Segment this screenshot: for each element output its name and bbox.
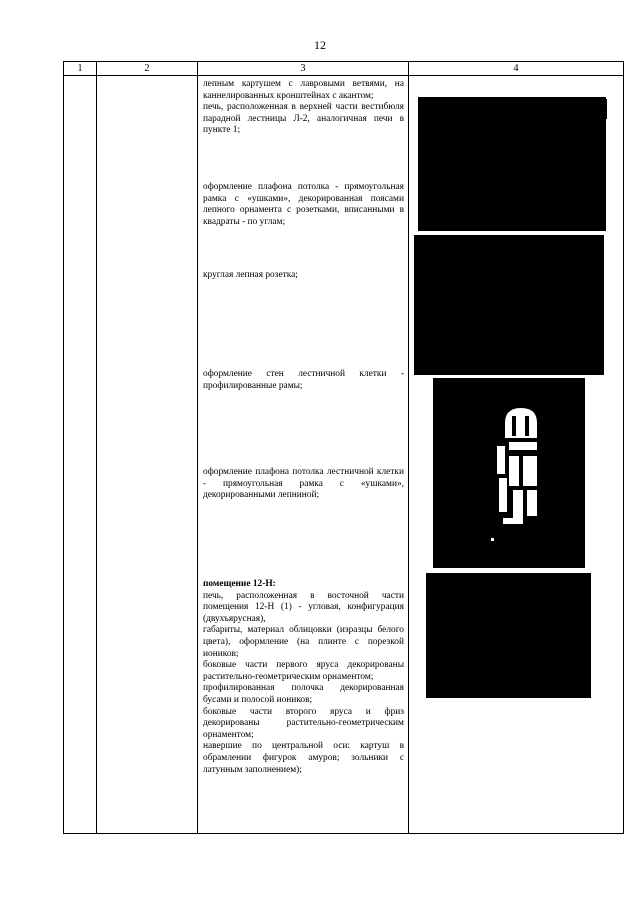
desc-paragraph: боковые части второго яруса и фриз декорированы растительно-геометрическим орнаментом; [203,706,404,740]
desc-paragraph: оформление стен лестничной клетки - профилированные рамы; [203,369,404,391]
desc-block-3 [203,270,404,282]
page-number: 12 [314,38,326,52]
desc-paragraph: оформление плафона потолка - прямоугольная рамка с «ушками», декорированная поясами лепного орнамента с розетками, вписанными в квадраты - по углам; [203,182,404,227]
photo-ceiling [414,235,604,375]
table-row [64,76,624,834]
photo-facade [418,97,606,231]
header-col-4: 4 [409,62,624,76]
desc-block-5 [203,467,404,502]
header-col-3: 3 [198,62,409,76]
desc-paragraph: круглая лепная розетка; [203,270,298,280]
header-col-2: 2 [97,62,198,76]
desc-block-4 [203,369,404,392]
desc-paragraph: оформление плафона потолка лестничной клетки - прямоугольная рамка с «ушками», декорированными лепниной; [203,467,404,501]
desc-paragraph: навершие по центральной оси: картуш в обрамлении фигурок амуров; зольники с латунным заполнением); [203,741,404,775]
cell-photos [409,76,624,834]
desc-paragraph: габариты, материал облицовки (изразцы белого цвета), оформление (на плинте с порезкой иоников; [203,625,404,659]
header-row [64,62,624,76]
desc-block-6 [203,579,404,776]
desc-paragraph: боковые части первого яруса декорированы растительно-геометрическим орнаментом; [203,660,404,682]
cell-col-1 [64,76,97,834]
photo-edge-mark [605,99,607,119]
cell-col-2 [97,76,198,834]
cell-description [198,76,409,834]
desc-paragraph: лепным картушем с лавровыми ветвями, на каннелированных кронштейнах с акантом; [203,79,404,101]
desc-paragraph: профилированная полочка декорированная бусами и полосой иоников; [203,683,404,705]
window-silhouette [433,378,585,568]
desc-paragraph: печь, расположенная в верхней части вестибюля парадной лестницы Л-2, аналогичная печи в пункте 1; [203,102,404,136]
photo-stair-window [433,378,585,568]
photo-stove [426,573,591,698]
desc-block-2 [203,182,404,228]
inventory-table [63,61,624,834]
desc-block-1 [203,79,404,137]
header-col-1: 1 [64,62,97,76]
room-heading: помещение 12-Н: [203,579,276,589]
desc-paragraph: печь, расположенная в восточной части помещения 12-Н (1) - угловая, конфигурация (двухъярусная), [203,590,404,624]
